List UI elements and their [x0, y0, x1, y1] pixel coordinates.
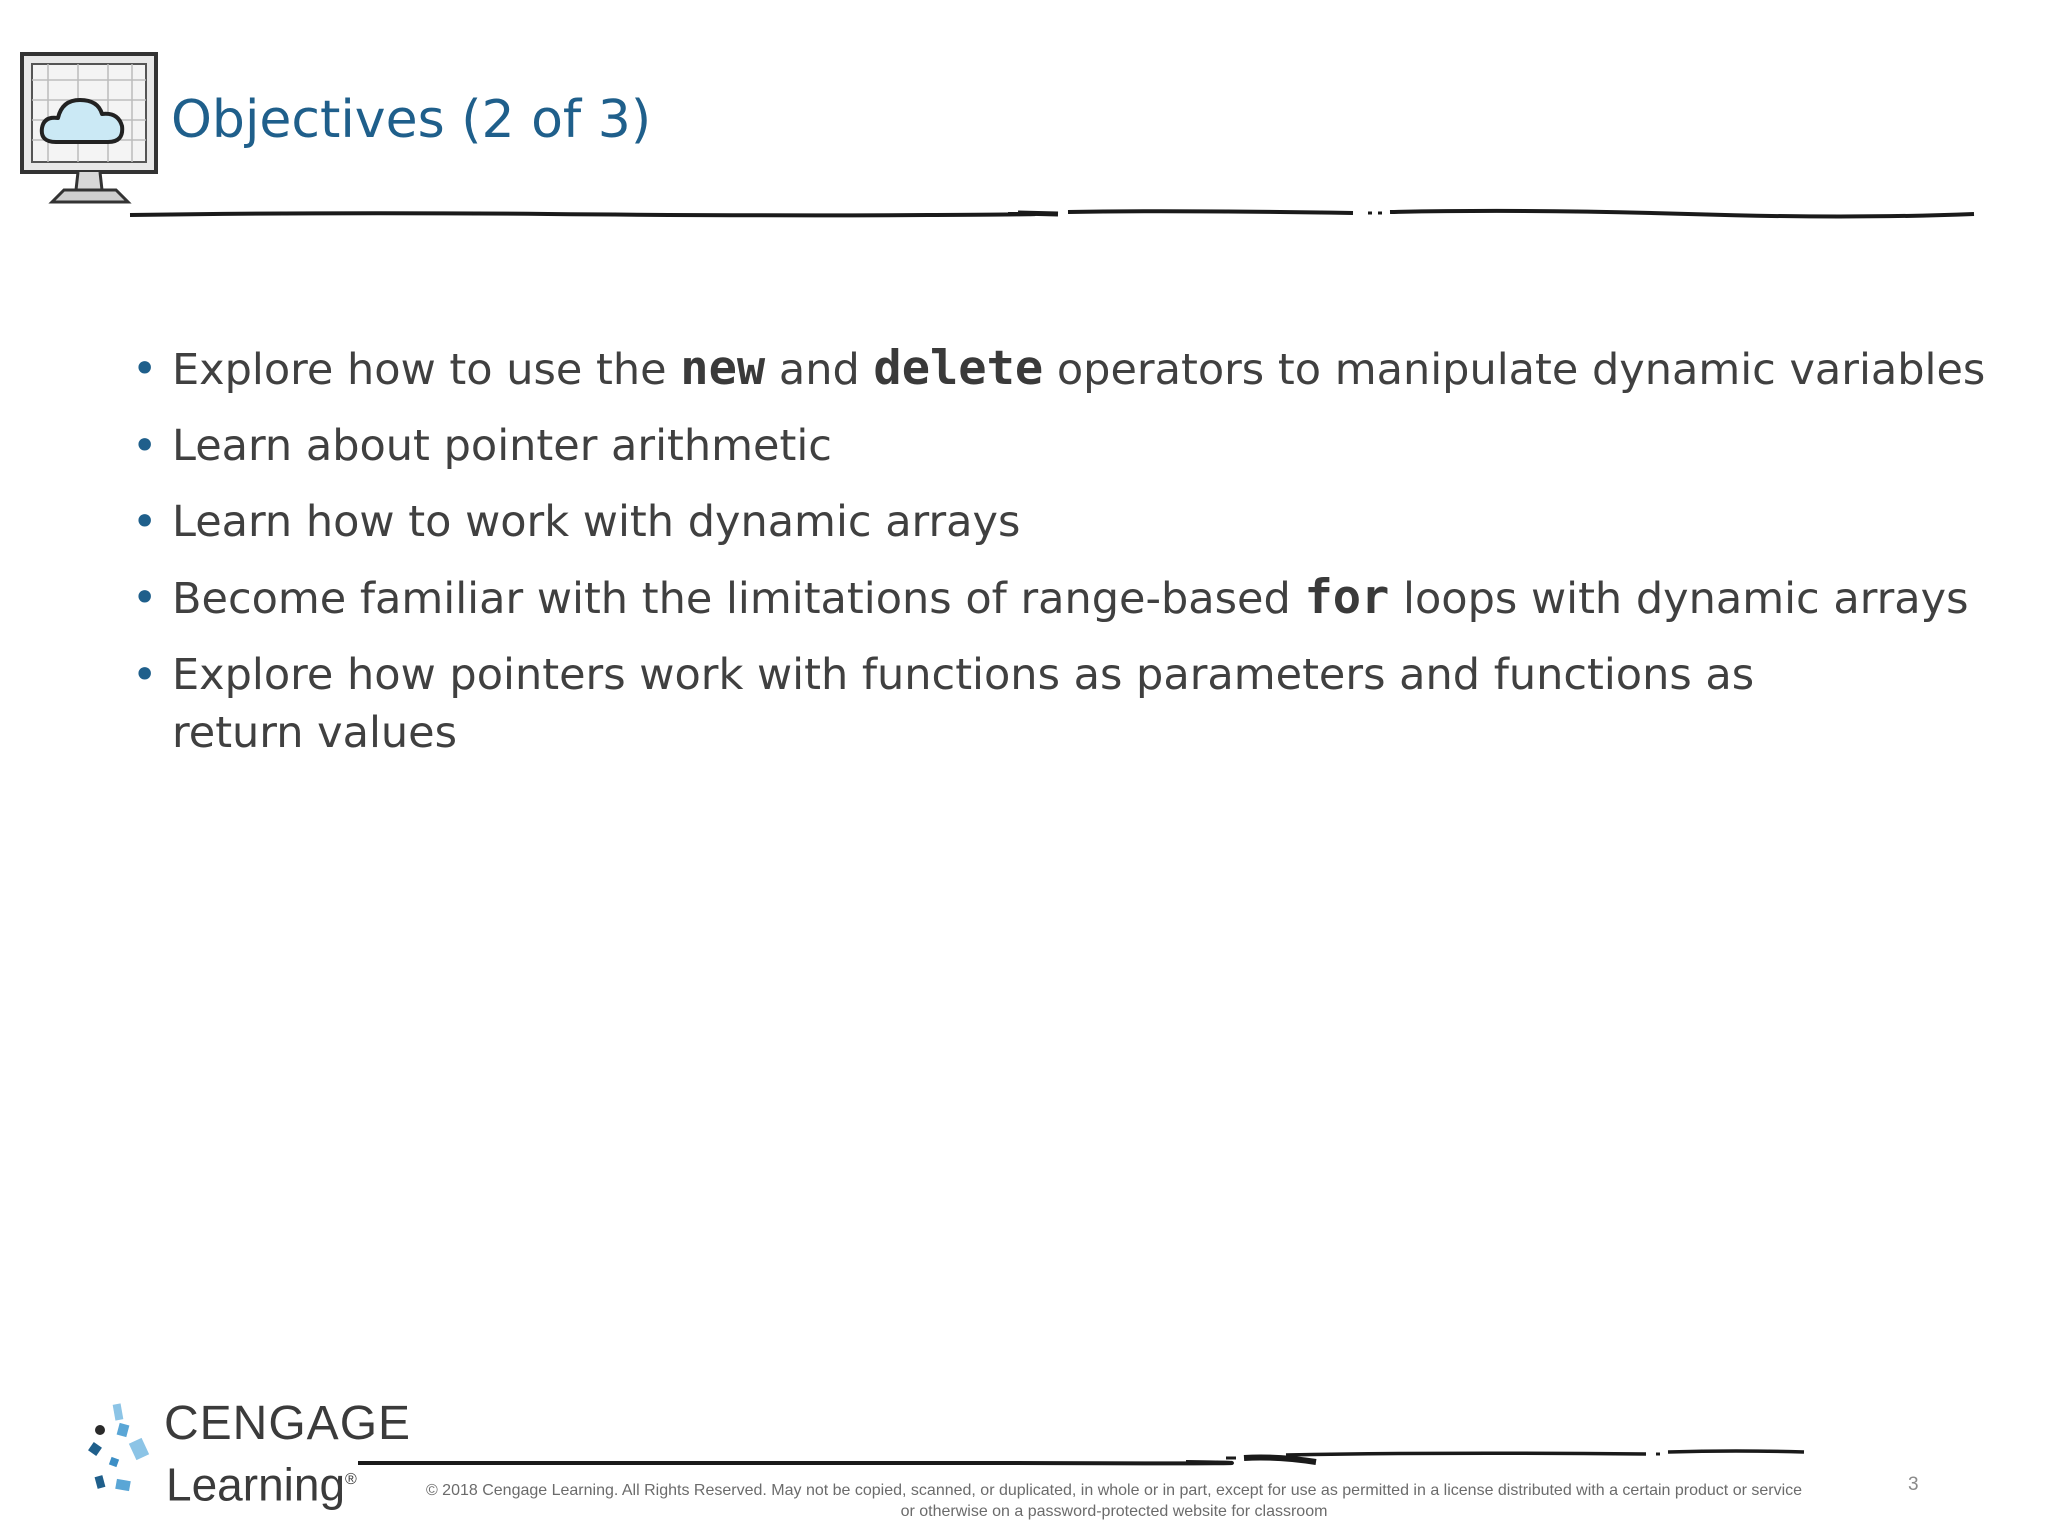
- copyright-notice: [374, 1480, 1854, 1522]
- list-item: [132, 340, 1986, 399]
- bullet-glyph: •: [132, 573, 158, 623]
- cengage-logo: [82, 1392, 412, 1522]
- list-item: [132, 493, 1952, 551]
- list-item: [132, 569, 1969, 628]
- registered-mark: ®: [345, 1471, 357, 1488]
- page-number: 3: [1908, 1474, 1919, 1495]
- code-keyword: new: [680, 341, 766, 396]
- bullet-glyph: •: [132, 497, 158, 547]
- list-item: [132, 417, 1952, 475]
- logo-wordmark-cengage: CENGAGE: [164, 1397, 412, 1450]
- bullet-glyph: •: [132, 344, 158, 394]
- bullet-glyph: •: [132, 421, 158, 471]
- copyright-line-2: or otherwise on a password-protected website for classroom: [900, 1503, 1328, 1520]
- bullet-text: Become familiar with the limitations of range-based for loops with dynamic arrays: [172, 570, 1969, 625]
- logo-wordmark-learning: Learning®: [166, 1458, 357, 1511]
- list-item: [132, 646, 1852, 762]
- copyright-line-1: © 2018 Cengage Learning. All Rights Reserved. May not be copied, scanned, or duplicated, in whole or in part, except for use as permitted in a license distributed with a certain product or service: [425, 1482, 1803, 1499]
- cengage-logo-icon: [82, 1400, 164, 1510]
- code-keyword: for: [1304, 570, 1390, 625]
- slide-title: Objectives (2 of 3): [171, 90, 652, 150]
- bullet-text: Explore how pointers work with functions as parameters and functions as return values: [172, 650, 1755, 758]
- code-keyword: delete: [873, 341, 1044, 396]
- bullet-text: Explore how to use the new and delete operators to manipulate dynamic variables: [172, 341, 1986, 396]
- bullet-text: Learn how to work with dynamic arrays: [172, 497, 1021, 547]
- monitor-cloud-icon: [18, 50, 166, 208]
- footer-rule: [356, 1445, 1806, 1467]
- bullet-text: Learn about pointer arithmetic: [172, 421, 832, 471]
- title-underline: [128, 200, 1976, 224]
- objectives-list: [132, 340, 1986, 780]
- bullet-glyph: •: [132, 650, 158, 700]
